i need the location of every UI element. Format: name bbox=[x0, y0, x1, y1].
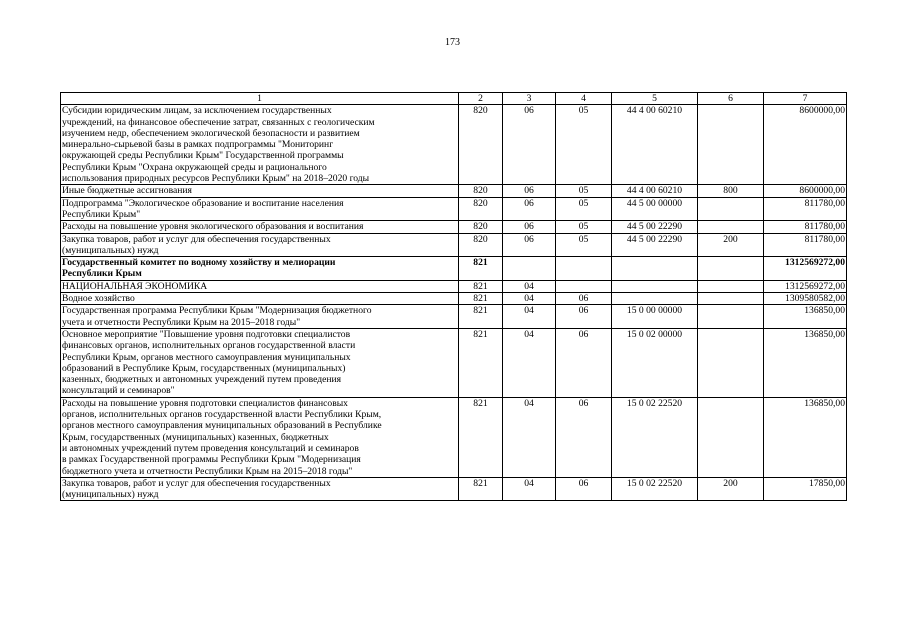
table-row bbox=[61, 221, 847, 233]
table-row bbox=[61, 305, 847, 329]
row-col-3: 06 bbox=[503, 105, 556, 185]
row-description: Расходы на повышение уровня экологического образования и воспитания bbox=[61, 221, 459, 233]
table-row bbox=[61, 197, 847, 221]
header-col-5: 5 bbox=[612, 93, 698, 105]
row-col-4 bbox=[556, 280, 612, 292]
row-description: Подпрограмма "Экологическое образование и воспитание населения Республики Крым" bbox=[61, 197, 459, 221]
row-col-5: 44 5 00 22290 bbox=[612, 233, 698, 257]
row-col-6 bbox=[698, 280, 764, 292]
row-col-4: 06 bbox=[556, 305, 612, 329]
row-col-5: 44 4 00 60210 bbox=[612, 185, 698, 197]
row-col-3: 04 bbox=[503, 305, 556, 329]
row-col-5 bbox=[612, 280, 698, 292]
row-amount: 811780,00 bbox=[764, 197, 847, 221]
row-description: Субсидии юридическим лицам, за исключением государственных учреждений, на финансовое обеспечение затрат, связанных с геологическим изучением недр, обеспечением экологической безопасности и развитием минерально-сырьевой базы в рамках подпрограммы "Мониторинг окружающей среды Республики Крым" Государственной программы Республики Крым "Охрана окружающей среды и рационального использования природных ресурсов Республики Крым" на 2018–2020 годы bbox=[61, 105, 459, 185]
row-amount: 1309580582,00 bbox=[764, 293, 847, 305]
row-amount: 8600000,00 bbox=[764, 105, 847, 185]
table-row bbox=[61, 397, 847, 477]
row-col-2: 820 bbox=[459, 185, 503, 197]
table-row bbox=[61, 257, 847, 281]
row-col-5: 44 4 00 60210 bbox=[612, 105, 698, 185]
table-row bbox=[61, 280, 847, 292]
row-description: Водное хозяйство bbox=[61, 293, 459, 305]
row-col-3: 06 bbox=[503, 233, 556, 257]
row-col-6 bbox=[698, 105, 764, 185]
row-description: НАЦИОНАЛЬНАЯ ЭКОНОМИКА bbox=[61, 280, 459, 292]
row-col-3: 04 bbox=[503, 477, 556, 501]
row-col-3: 04 bbox=[503, 397, 556, 477]
row-col-2: 821 bbox=[459, 397, 503, 477]
row-col-5: 15 0 00 00000 bbox=[612, 305, 698, 329]
row-col-4: 06 bbox=[556, 293, 612, 305]
row-col-6 bbox=[698, 397, 764, 477]
row-col-2: 820 bbox=[459, 105, 503, 185]
header-col-7: 7 bbox=[764, 93, 847, 105]
row-amount: 1312569272,00 bbox=[764, 280, 847, 292]
row-col-6 bbox=[698, 328, 764, 397]
page-number: 173 bbox=[445, 37, 460, 48]
row-col-2: 820 bbox=[459, 221, 503, 233]
table-row bbox=[61, 328, 847, 397]
row-description: Основное мероприятие "Повышение уровня подготовки специалистов финансовых органов, исполнительных органов государственной власти Республики Крым, органов местного самоуправления муниципальных образований в Республике Крым, государственных (муниципальных) казенных, бюджетных и автономных учреждений путем проведения консультаций и семинаров" bbox=[61, 328, 459, 397]
row-amount: 136850,00 bbox=[764, 305, 847, 329]
row-amount: 136850,00 bbox=[764, 328, 847, 397]
table-row bbox=[61, 185, 847, 197]
row-amount: 811780,00 bbox=[764, 233, 847, 257]
table-row bbox=[61, 105, 847, 185]
table-row bbox=[61, 293, 847, 305]
row-col-4 bbox=[556, 257, 612, 281]
row-col-4: 06 bbox=[556, 477, 612, 501]
row-col-6: 200 bbox=[698, 233, 764, 257]
row-col-2: 821 bbox=[459, 293, 503, 305]
row-amount: 17850,00 bbox=[764, 477, 847, 501]
row-description: Государственный комитет по водному хозяйству и мелиорации Республики Крым bbox=[61, 257, 459, 281]
row-col-4: 06 bbox=[556, 328, 612, 397]
row-col-6: 200 bbox=[698, 477, 764, 501]
row-description: Закупка товаров, работ и услуг для обеспечения государственных (муниципальных) нужд bbox=[61, 233, 459, 257]
row-description: Иные бюджетные ассигнования bbox=[61, 185, 459, 197]
header-col-2: 2 bbox=[459, 93, 503, 105]
row-col-2: 821 bbox=[459, 328, 503, 397]
row-col-4: 05 bbox=[556, 197, 612, 221]
row-col-6 bbox=[698, 197, 764, 221]
budget-table bbox=[60, 92, 847, 501]
header-col-6: 6 bbox=[698, 93, 764, 105]
header-col-4: 4 bbox=[556, 93, 612, 105]
row-col-3: 06 bbox=[503, 197, 556, 221]
row-col-6 bbox=[698, 293, 764, 305]
row-col-5: 15 0 02 22520 bbox=[612, 397, 698, 477]
row-amount: 1312569272,00 bbox=[764, 257, 847, 281]
row-col-6 bbox=[698, 257, 764, 281]
row-col-5: 44 5 00 00000 bbox=[612, 197, 698, 221]
table-row bbox=[61, 477, 847, 501]
row-col-3: 04 bbox=[503, 280, 556, 292]
row-amount: 136850,00 bbox=[764, 397, 847, 477]
table-row bbox=[61, 233, 847, 257]
row-col-4: 06 bbox=[556, 397, 612, 477]
row-col-3: 04 bbox=[503, 328, 556, 397]
row-col-2: 821 bbox=[459, 257, 503, 281]
row-col-5 bbox=[612, 257, 698, 281]
row-col-3: 06 bbox=[503, 185, 556, 197]
row-col-2: 821 bbox=[459, 305, 503, 329]
row-col-2: 820 bbox=[459, 197, 503, 221]
header-col-1: 1 bbox=[61, 93, 459, 105]
row-description: Расходы на повышение уровня подготовки специалистов финансовых органов, исполнительных органов государственной власти Республики Крым, органов местного самоуправления муниципальных образований в Республике Крым, государственных (муниципальных) казенных, бюджетных и автономных учреждений путем проведения консультаций и семинаров в рамках Государственной программы Республики Крым "Модернизация бюджетного учета и отчетности Республики Крым на 2015–2018 годы" bbox=[61, 397, 459, 477]
row-col-2: 821 bbox=[459, 280, 503, 292]
row-col-6 bbox=[698, 221, 764, 233]
row-amount: 8600000,00 bbox=[764, 185, 847, 197]
row-col-2: 820 bbox=[459, 233, 503, 257]
row-description: Государственная программа Республики Крым "Модернизация бюджетного учета и отчетности Республики Крым на 2015–2018 годы" bbox=[61, 305, 459, 329]
row-col-6 bbox=[698, 305, 764, 329]
row-col-3 bbox=[503, 257, 556, 281]
row-col-5: 44 5 00 22290 bbox=[612, 221, 698, 233]
table-header-row bbox=[61, 93, 847, 105]
table-body bbox=[61, 105, 847, 501]
row-col-3: 06 bbox=[503, 221, 556, 233]
row-description: Закупка товаров, работ и услуг для обеспечения государственных (муниципальных) нужд bbox=[61, 477, 459, 501]
row-col-4: 05 bbox=[556, 221, 612, 233]
row-col-4: 05 bbox=[556, 185, 612, 197]
row-col-5 bbox=[612, 293, 698, 305]
row-col-2: 821 bbox=[459, 477, 503, 501]
header-col-3: 3 bbox=[503, 93, 556, 105]
row-col-5: 15 0 02 22520 bbox=[612, 477, 698, 501]
row-col-4: 05 bbox=[556, 233, 612, 257]
row-col-3: 04 bbox=[503, 293, 556, 305]
row-col-6: 800 bbox=[698, 185, 764, 197]
row-col-4: 05 bbox=[556, 105, 612, 185]
row-col-5: 15 0 02 00000 bbox=[612, 328, 698, 397]
row-amount: 811780,00 bbox=[764, 221, 847, 233]
